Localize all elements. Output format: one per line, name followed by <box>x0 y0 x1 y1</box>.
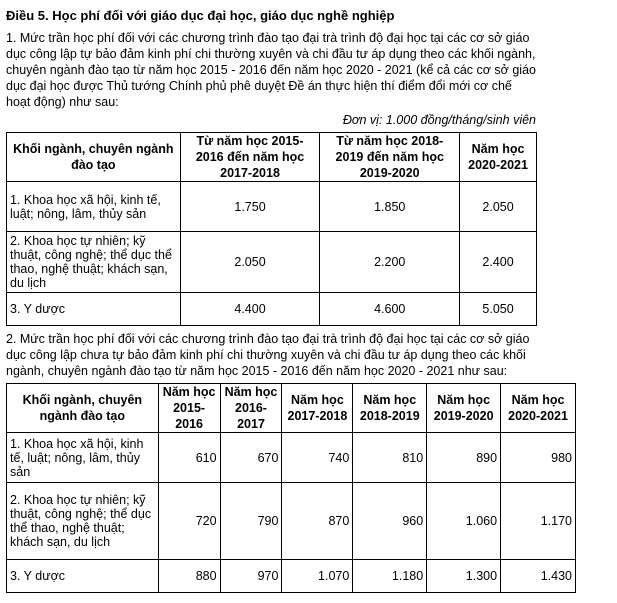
table-row <box>7 560 576 593</box>
value-cell: 890 <box>427 433 501 483</box>
tuition-table-non-autonomous <box>6 383 576 593</box>
value-cell: 870 <box>282 483 353 560</box>
paragraph-2: 2. Mức trần học phí đối với các chương trình đào tạo đại trà trình độ đại học tại các cơ sở giáo dục công lập chưa tự bảo đảm kinh phí chi thường xuyên và chi đầu tư áp dụng theo các khối ngành, chuyên ngành đào tạo từ năm học 2015 - 2016 đến năm học 2020 - 2021 như sau: <box>6 332 530 378</box>
value-cell: 1.850 <box>320 182 460 232</box>
paragraph-1: 1. Mức trần học phí đối với các chương trình đào tạo đại trà trình độ đại học tại các cơ sở giáo dục công lập tự bảo đảm kinh phí chi thường xuyên và chi đầu tư áp dụng theo các khối ngành, chuyên ngành đào tạo từ năm học 2015 - 2016 đến năm học 2020 - 2021 (kể cả các cơ sở giáo dục đại học được Thủ tướng Chính phủ phê duyệt Đề án thực hiện thí điểm đổi mới cơ chế hoạt động) như sau: <box>6 31 536 109</box>
value-cell: 1.170 <box>501 483 576 560</box>
value-cell: 1.060 <box>427 483 501 560</box>
value-cell: 1.430 <box>501 560 576 593</box>
table-row <box>7 232 537 293</box>
tuition-table-autonomous <box>6 132 537 326</box>
value-cell: 790 <box>220 483 282 560</box>
value-cell: 2.050 <box>180 232 320 293</box>
header-cell: Từ năm học 2015-2016 đến năm học 2017-2018 <box>180 133 320 182</box>
header-cell: Năm học 2019-2020 <box>427 384 501 433</box>
header-cell: Năm học 2018-2019 <box>353 384 427 433</box>
row-label: 1. Khoa học xã hội, kinh tế, luật; nông, lâm, thủy sản <box>7 182 181 232</box>
header-cell: Năm học 2016-2017 <box>220 384 282 433</box>
value-cell: 2.200 <box>320 232 460 293</box>
value-cell: 720 <box>158 483 220 560</box>
table-row <box>7 483 576 560</box>
row-label: 1. Khoa học xã hội, kinh tế, luật; nông, lâm, thủy sản <box>7 433 159 483</box>
table-row <box>7 433 576 483</box>
value-cell: 740 <box>282 433 353 483</box>
row-label: 2. Khoa học tự nhiên; kỹ thuật, công nghệ; thể dục thể thao, nghệ thuật; khách sạn, du lịch <box>7 232 181 293</box>
value-cell: 1.750 <box>180 182 320 232</box>
value-cell: 810 <box>353 433 427 483</box>
value-cell: 4.600 <box>320 293 460 326</box>
document-body <box>6 8 572 593</box>
row-label: 3. Y dược <box>7 560 159 593</box>
unit-note: Đơn vị: 1.000 đồng/tháng/sinh viên <box>342 113 536 127</box>
header-cell: Năm học 2017-2018 <box>282 384 353 433</box>
table-header-row <box>7 133 537 182</box>
table-row <box>7 293 537 326</box>
row-label: 2. Khoa học tự nhiên; kỹ thuật, công nghệ; thể dục thể thao, nghệ thuật; khách sạn, du lịch <box>7 483 159 560</box>
value-cell: 960 <box>353 483 427 560</box>
article-title: Điều 5. Học phí đối với giáo dục đại học, giáo dục nghề nghiệp <box>6 8 395 23</box>
header-cell: Khối ngành, chuyên ngành đào tạo <box>7 384 159 433</box>
value-cell: 2.050 <box>460 182 537 232</box>
value-cell: 5.050 <box>460 293 537 326</box>
table-header-row <box>7 384 576 433</box>
value-cell: 610 <box>158 433 220 483</box>
value-cell: 1.300 <box>427 560 501 593</box>
value-cell: 970 <box>220 560 282 593</box>
value-cell: 4.400 <box>180 293 320 326</box>
value-cell: 1.180 <box>353 560 427 593</box>
value-cell: 980 <box>501 433 576 483</box>
value-cell: 670 <box>220 433 282 483</box>
value-cell: 1.070 <box>282 560 353 593</box>
header-cell: Năm học 2020-2021 <box>460 133 537 182</box>
value-cell: 2.400 <box>460 232 537 293</box>
row-label: 3. Y dược <box>7 293 181 326</box>
table-row <box>7 182 537 232</box>
header-cell: Từ năm học 2018-2019 đến năm học 2019-2020 <box>320 133 460 182</box>
header-cell: Khối ngành, chuyên ngành đào tạo <box>7 133 181 182</box>
value-cell: 880 <box>158 560 220 593</box>
header-cell: Năm học 2015-2016 <box>158 384 220 433</box>
header-cell: Năm học 2020-2021 <box>501 384 576 433</box>
